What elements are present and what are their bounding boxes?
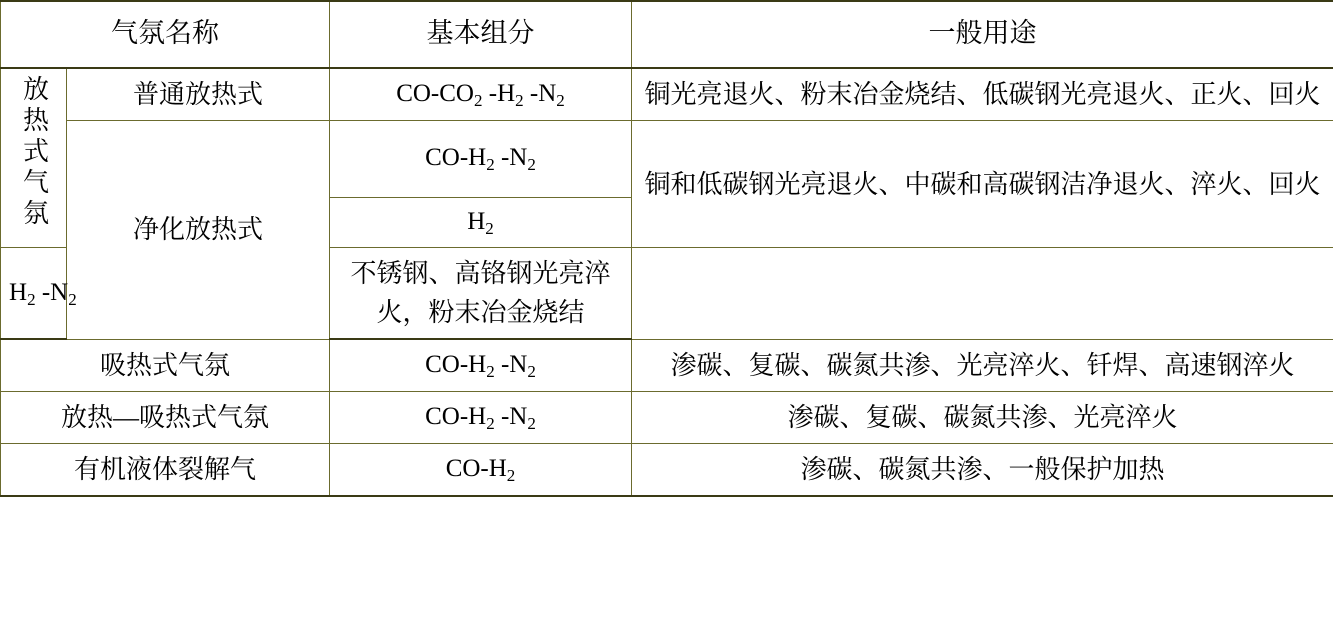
table-row — [1, 121, 1333, 198]
row-usage-exo-endothermic: 渗碳、复碳、碳氮共渗、光亮淬火 — [632, 391, 1333, 443]
header-cell-usage: 一般用途 — [632, 1, 1333, 68]
row-composition-purified-3: $H_2$ $-N_2$ — [1, 248, 67, 340]
row-composition-purified-1: $CO-H_2$ $-N_2$ — [330, 121, 632, 198]
row-usage-purified-3: 不锈钢、高铬钢光亮淬火，粉末冶金烧结 — [330, 248, 632, 340]
row-name-organic-cracked: 有机液体裂解气 — [1, 443, 330, 496]
row-usage-ordinary-exothermic: 铜光亮退火、粉末冶金烧结、低碳钢光亮退火、正火、回火 — [632, 68, 1333, 121]
row-composition-exo-endothermic: $CO-H_2$ $-N_2$ — [330, 391, 632, 443]
row-name-exo-endothermic: 放热—吸热式气氛 — [1, 391, 330, 443]
table-header-row — [1, 1, 1333, 68]
header-cell-composition: 基本组分 — [330, 1, 632, 68]
group-label-exothermic — [1, 68, 67, 248]
row-composition-purified-2: $H_2$ — [330, 198, 632, 248]
row-name-endothermic: 吸热式气氛 — [1, 339, 330, 391]
table-row — [1, 68, 1333, 121]
row-name-purified-exothermic: 净化放热式 — [67, 121, 330, 340]
row-name-ordinary-exothermic: 普通放热式 — [67, 68, 330, 121]
row-usage-endothermic: 渗碳、复碳、碳氮共渗、光亮淬火、钎焊、高速钢淬火 — [632, 339, 1333, 391]
row-composition-ordinary-exothermic: $CO-CO_2$ $-H_2$ $-N_2$ — [330, 68, 632, 121]
row-usage-purified-exothermic: 铜和低碳钢光亮退火、中碳和高碳钢洁净退火、淬火、回火 — [632, 121, 1333, 248]
row-composition-organic-cracked: $CO-H_2$ — [330, 443, 632, 496]
header-cell-name: 气氛名称 — [1, 1, 330, 68]
table-row — [1, 339, 1333, 391]
group-label-text: 放热式气氛 — [19, 75, 49, 231]
row-composition-endothermic: $CO-H_2$ $-N_2$ — [330, 339, 632, 391]
table-row — [1, 443, 1333, 496]
row-usage-organic-cracked: 渗碳、碳氮共渗、一般保护加热 — [632, 443, 1333, 496]
table-row — [1, 391, 1333, 443]
